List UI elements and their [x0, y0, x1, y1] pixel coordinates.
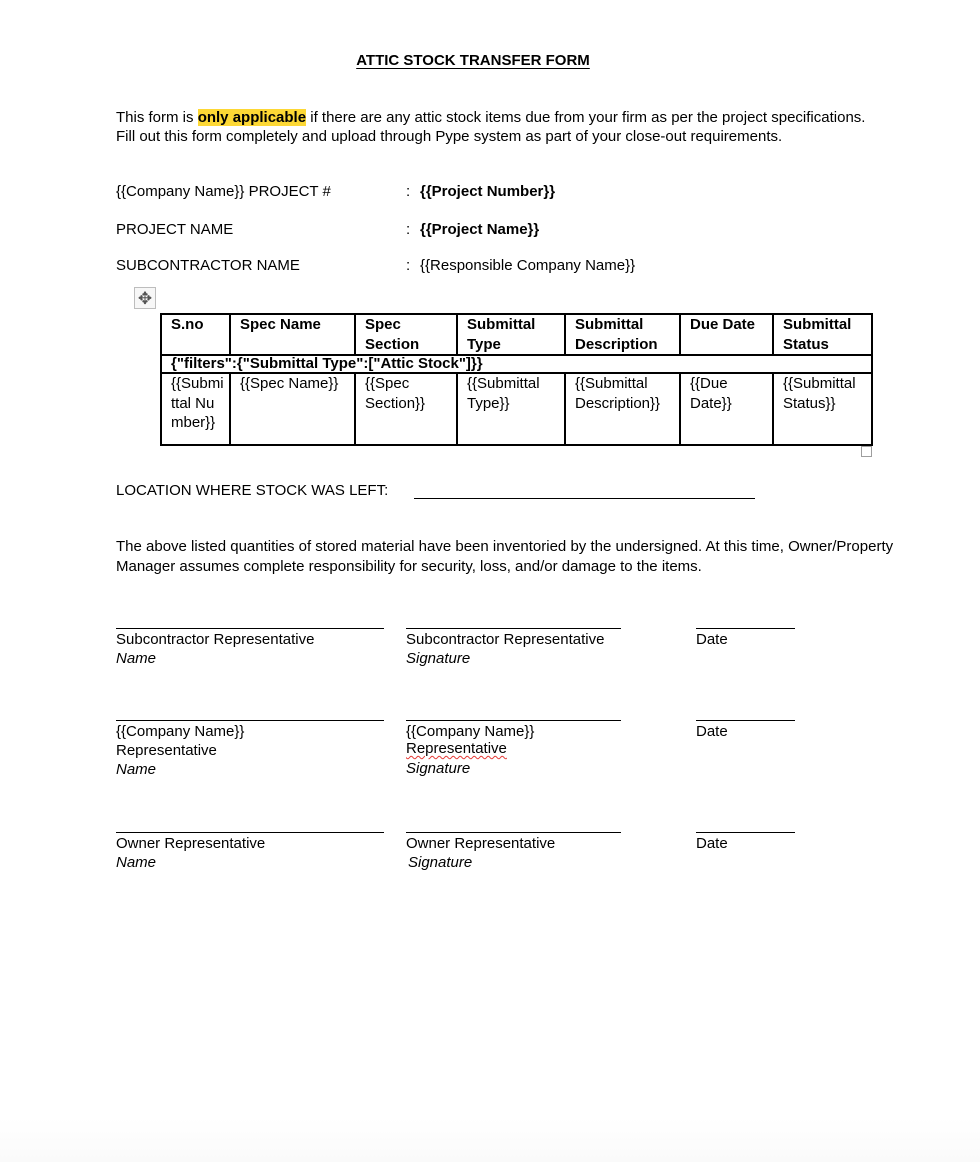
subcontractor-name-caption — [116, 630, 314, 668]
owner-date-label: Date — [696, 835, 728, 852]
project-name-label: PROJECT NAME — [116, 221, 234, 238]
project-number-label: {{Company Name}} PROJECT # — [116, 183, 331, 200]
location-input-line[interactable] — [414, 498, 755, 499]
header-submittal-status: Submittal Status — [773, 314, 872, 355]
sig-caption: Signature — [408, 854, 473, 871]
cell-due-date[interactable]: {{Due Date}} — [680, 373, 773, 445]
project-number-colon: : — [406, 183, 411, 200]
company-name-line[interactable] — [116, 720, 384, 721]
cell-submittal-number[interactable]: {{Submittal Number}} — [161, 373, 230, 445]
company-name-caption — [116, 722, 244, 779]
subcontractor-name-label: SUBCONTRACTOR NAME — [116, 257, 300, 274]
company-date-label: Date — [696, 723, 728, 740]
company-date-line[interactable] — [696, 720, 795, 721]
submittal-table — [160, 313, 873, 446]
company-signature-line[interactable] — [406, 720, 621, 721]
sig-caption: Name — [116, 761, 157, 778]
table-filter-row — [161, 355, 872, 373]
sig-label: Subcontractor Representative — [116, 631, 315, 648]
table-move-handle[interactable] — [134, 287, 156, 309]
subcontractor-signature-line[interactable] — [406, 628, 621, 629]
table-resize-handle[interactable] — [861, 446, 872, 457]
intro-highlight: only applicable — [197, 109, 307, 126]
intro-paragraph — [116, 108, 876, 146]
company-signature-caption — [406, 722, 534, 778]
header-submittal-description: Submittal Description — [565, 314, 680, 355]
cell-submittal-status[interactable]: {{Submittal Status}} — [773, 373, 872, 445]
owner-name-line[interactable] — [116, 832, 384, 833]
subcontractor-name-line[interactable] — [116, 628, 384, 629]
filter-cell[interactable]: {"filters":{"Submittal Type":["Attic Stock"]}} — [161, 355, 872, 373]
sig-label: {{Company Name}} — [406, 723, 535, 740]
cell-spec-section[interactable]: {{Spec Section}} — [355, 373, 457, 445]
owner-signature-line[interactable] — [406, 832, 621, 833]
header-submittal-type: Submittal Type — [457, 314, 565, 355]
header-spec-section: Spec Section — [355, 314, 457, 355]
header-sno: S.no — [161, 314, 230, 355]
table-header-row — [161, 314, 872, 355]
sig-caption: Name — [116, 854, 157, 871]
owner-signature-caption — [406, 834, 555, 872]
intro-text-after: if there are any attic stock items due from your firm as per the project specifications. Fill out this form completely and upload through Pype system as part of your close-out requirements. — [116, 109, 866, 146]
location-label: LOCATION WHERE STOCK WAS LEFT: — [116, 482, 389, 499]
header-spec-name: Spec Name — [230, 314, 355, 355]
responsibility-statement: The above listed quantities of stored material have been inventoried by the undersigned. At this time, Owner/Property Manager assumes complete responsibility for security, loss, and/or damage to the items. — [116, 538, 894, 575]
project-number-value[interactable]: {{Project Number}} — [420, 183, 556, 200]
owner-date-line[interactable] — [696, 832, 795, 833]
subcontractor-date-line[interactable] — [696, 628, 795, 629]
sig-label: Owner Representative — [116, 835, 266, 852]
subcontractor-name-colon: : — [406, 257, 411, 274]
sig-caption: Signature — [406, 650, 471, 667]
owner-name-caption — [116, 834, 265, 872]
subcontractor-name-value[interactable]: {{Responsible Company Name}} — [420, 257, 636, 274]
intro-text-before: This form is — [116, 109, 198, 126]
sig-label: {{Company Name}} — [116, 723, 245, 740]
move-arrows-icon: ✥ — [137, 288, 153, 308]
subcontractor-date-label: Date — [696, 631, 728, 648]
spellcheck-flagged-word: Representative — [406, 740, 507, 757]
form-title: ATTIC STOCK TRANSFER FORM — [356, 52, 590, 69]
sig-label: Representative — [116, 742, 217, 759]
cell-spec-name[interactable]: {{Spec Name}} — [230, 373, 355, 445]
subcontractor-signature-caption — [406, 630, 604, 668]
sig-caption: Name — [116, 650, 157, 667]
header-due-date: Due Date — [680, 314, 773, 355]
project-name-value[interactable]: {{Project Name}} — [420, 221, 540, 238]
project-name-colon: : — [406, 221, 411, 238]
sig-label: Subcontractor Representative — [406, 631, 605, 648]
sig-label: Owner Representative — [406, 835, 556, 852]
sig-caption: Signature — [406, 760, 471, 777]
table-row — [161, 373, 872, 445]
cell-submittal-type[interactable]: {{Submittal Type}} — [457, 373, 565, 445]
cell-submittal-description[interactable]: {{Submittal Description}} — [565, 373, 680, 445]
sig-label-wrapper — [406, 741, 534, 759]
